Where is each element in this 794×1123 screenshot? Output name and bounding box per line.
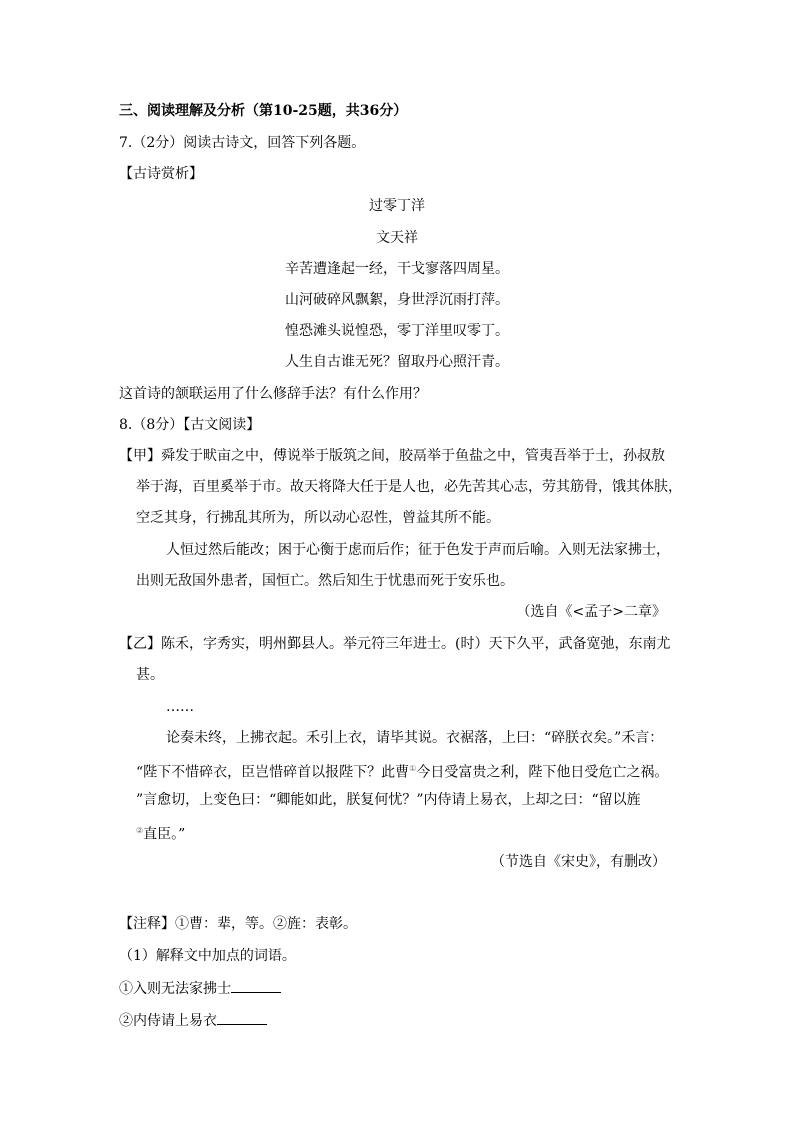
passage-jia-line: 【甲】舜发于畎亩之中，傅说举于版筑之间，胶鬲举于鱼盐之中，管夷吾举于士，孙叔敖 (119, 448, 665, 464)
poem-line: 惶恐滩头说惶恐，零丁洋里叹零丁。 (285, 323, 509, 339)
passage-jia-line: 人恒过然后能改；困于心衡于虑而后作；征于色发于声而后喻。入则无法家拂士， (166, 542, 670, 558)
poem-title: 过零丁洋 (369, 198, 425, 214)
poem-line: 辛苦遭逢起一经，干戈寥落四周星。 (285, 261, 509, 277)
passage-yi-source: （节选自《宋史》，有删改） (491, 854, 666, 870)
poem-author: 文天祥 (376, 230, 418, 246)
sub-question-1-item (119, 1010, 267, 1031)
passage-yi-line: ”言愈切，上变色曰：“卿能如此，朕复何忧？”内侍请上易衣，上却之曰：“留以旌 (136, 792, 641, 808)
annotations: 【注释】①曹：辈，等。②旌：表彰。 (119, 916, 357, 932)
passage-yi-text: “陛下不惜碎衣，臣岂惜碎首以报陛下？此曹 (136, 764, 410, 781)
sub-question-1-item-text: ②内侍请上易衣 (119, 1013, 217, 1029)
passage-yi-line: 甚。 (136, 667, 164, 683)
section-title: 三、阅读理解及分析（第10-25题，共36分） (119, 103, 408, 119)
answer-blank[interactable] (231, 978, 281, 993)
passage-jia-line: 举于海，百里奚举于市。故天将降大任于是人也，必先苦其心志，劳其筋骨，饿其体肤， (136, 479, 682, 495)
question-7-text: 这首诗的颔联运用了什么修辞手法？有什么作用？ (119, 386, 427, 402)
passage-jia-source: （选自《<孟子>二章》 (516, 604, 666, 620)
sub-question-1-item (119, 978, 281, 999)
question-7-prompt: 7.（2分）阅读古诗文，回答下列各题。 (119, 135, 366, 151)
passage-yi-line (136, 821, 185, 845)
poem-line: 山河破碎风飘絮，身世浮沉雨打萍。 (285, 292, 509, 308)
passage-jia-line: 出则无敌国外患者，国恒亡。然后知生于忧患而死于安乐也。 (136, 573, 514, 589)
passage-yi-line: 论奏未终，上拂衣起。禾引上衣，请毕其说。衣裾落，上曰：“碎朕衣矣。”禾言： (166, 730, 664, 746)
passage-yi-text: 直臣。” (143, 826, 186, 843)
poem-section-tag: 【古诗赏析】 (119, 166, 203, 182)
answer-blank[interactable] (217, 1010, 267, 1025)
passage-yi-line (136, 759, 668, 783)
passage-yi-text: 今日受富贵之利，陛下他日受危亡之祸。 (416, 764, 669, 781)
passage-yi-line: 【乙】陈禾，字秀实，明州鄞县人。举元符三年进士。(时）天下久平，武备宽弛，东南尤 (119, 636, 671, 652)
sub-question-1-item-text: ①入则无法家拂士 (119, 981, 231, 997)
passage-yi-ellipsis: …… (166, 699, 194, 715)
question-8-prompt: 8.（8分）【古文阅读】 (119, 417, 261, 433)
footnote-marker: ② (136, 826, 144, 835)
passage-jia-line: 空乏其身，行拂乱其所为，所以动心忍性，曾益其所不能。 (136, 510, 500, 526)
poem-line: 人生自古谁无死？留取丹心照汗青。 (285, 354, 509, 370)
footnote-marker: ① (409, 764, 417, 773)
sub-question-1-prompt: （1）解释文中加点的词语。 (119, 948, 296, 964)
